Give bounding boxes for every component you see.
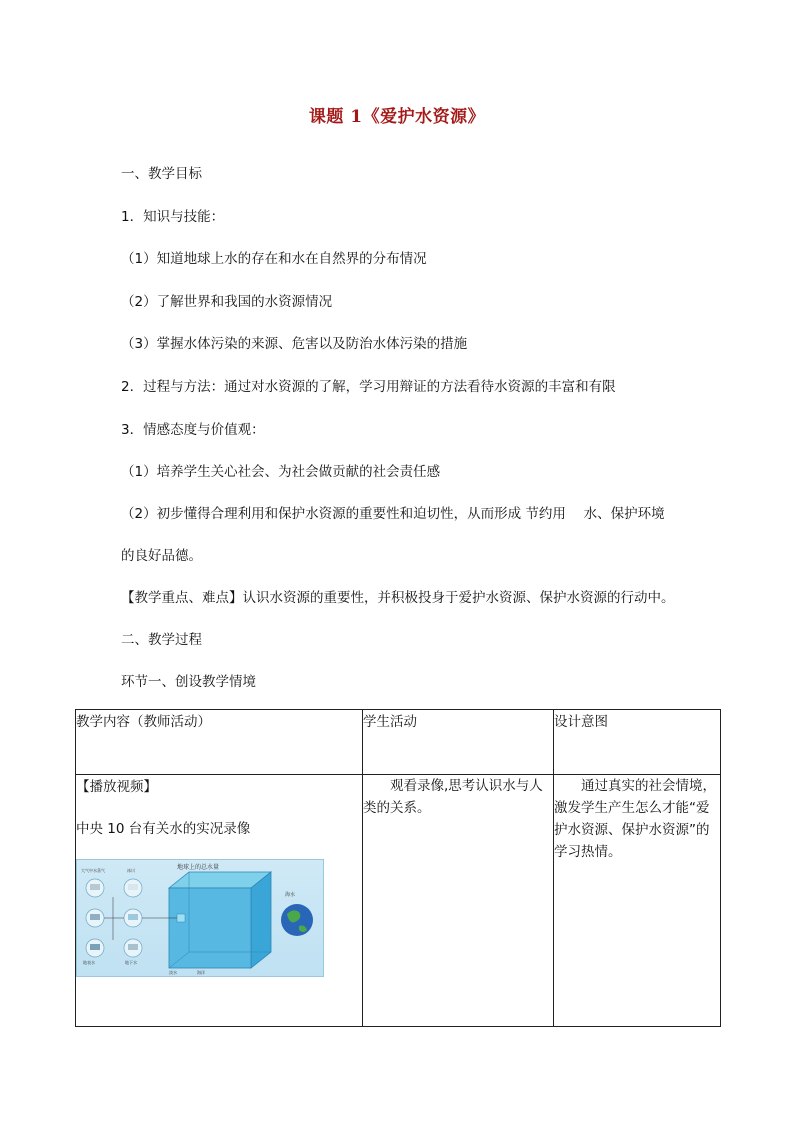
key-points: 【教学重点、难点】认识水资源的重要性，并积极投身于爱护水资源、保护水资源的行动中。 xyxy=(121,590,675,606)
objective-item: （2）初步懂得合理利用和保护水资源的重要性和迫切性，从而形成 节约用 水、保护环境 xyxy=(121,506,665,522)
svg-text:海洋: 海洋 xyxy=(197,970,205,975)
svg-text:冰川: 冰川 xyxy=(127,868,135,873)
objective-item: （3）掌握水体污染的来源、危害以及防治水体污染的措施 xyxy=(121,336,468,352)
water-diagram-graphic xyxy=(77,860,323,976)
objective-process: 2．过程与方法：通过对水资源的了解，学习用辩证的方法看待水资源的丰富和有限 xyxy=(121,379,616,395)
section-heading-objectives: 一、教学目标 xyxy=(121,166,202,182)
svg-text:地表水: 地表水 xyxy=(83,960,95,965)
header-student-activity: 学生活动 xyxy=(363,710,554,775)
video-description: 中央 10 台有关水的实况录像 xyxy=(76,821,251,837)
svg-text:淡水: 淡水 xyxy=(169,970,177,975)
play-video-tag: 【播放视频】 xyxy=(76,779,157,795)
header-teacher-activity: 教学内容（教师活动） xyxy=(76,710,363,775)
header-design-intent: 设计意图 xyxy=(554,710,721,775)
lesson-table xyxy=(75,709,721,1027)
svg-text:海水: 海水 xyxy=(285,892,296,898)
table-row xyxy=(76,775,721,1027)
teacher-activity-cell xyxy=(76,775,363,1027)
objective-item-continued: 的良好品德。 xyxy=(121,548,202,564)
student-activity-cell xyxy=(363,775,554,1027)
stage-one-heading: 环节一、创设教学情境 xyxy=(121,674,256,690)
objective-item: （1）培养学生关心社会、为社会做贡献的社会责任感 xyxy=(121,464,441,480)
objective-item: （2）了解世界和我国的水资源情况 xyxy=(121,294,333,310)
document-title: 课题 1《爱护水资源》 xyxy=(308,107,486,127)
section-heading-process: 二、教学过程 xyxy=(121,632,202,648)
svg-text:大气中水蒸气: 大气中水蒸气 xyxy=(81,868,105,873)
diagram-caption: 地球上的总水量 xyxy=(177,864,220,871)
student-activity-text: 观看录像,思考认识水与人类的关系。 xyxy=(363,778,543,816)
design-intent-cell xyxy=(554,775,721,1027)
water-distribution-diagram xyxy=(76,859,324,977)
table-header-row xyxy=(76,710,721,775)
design-intent-text: 通过真实的社会情境，激发学生产生怎么才能“爱护水资源、保护水资源”的学习热情。 xyxy=(554,778,716,860)
objective-item: （1）知道地球上水的存在和水在自然界的分布情况 xyxy=(121,251,427,267)
objective-attitude: 3．情感态度与价值观： xyxy=(121,422,265,438)
objective-knowledge: 1．知识与技能： xyxy=(121,209,225,225)
svg-text:地下水: 地下水 xyxy=(125,960,137,965)
